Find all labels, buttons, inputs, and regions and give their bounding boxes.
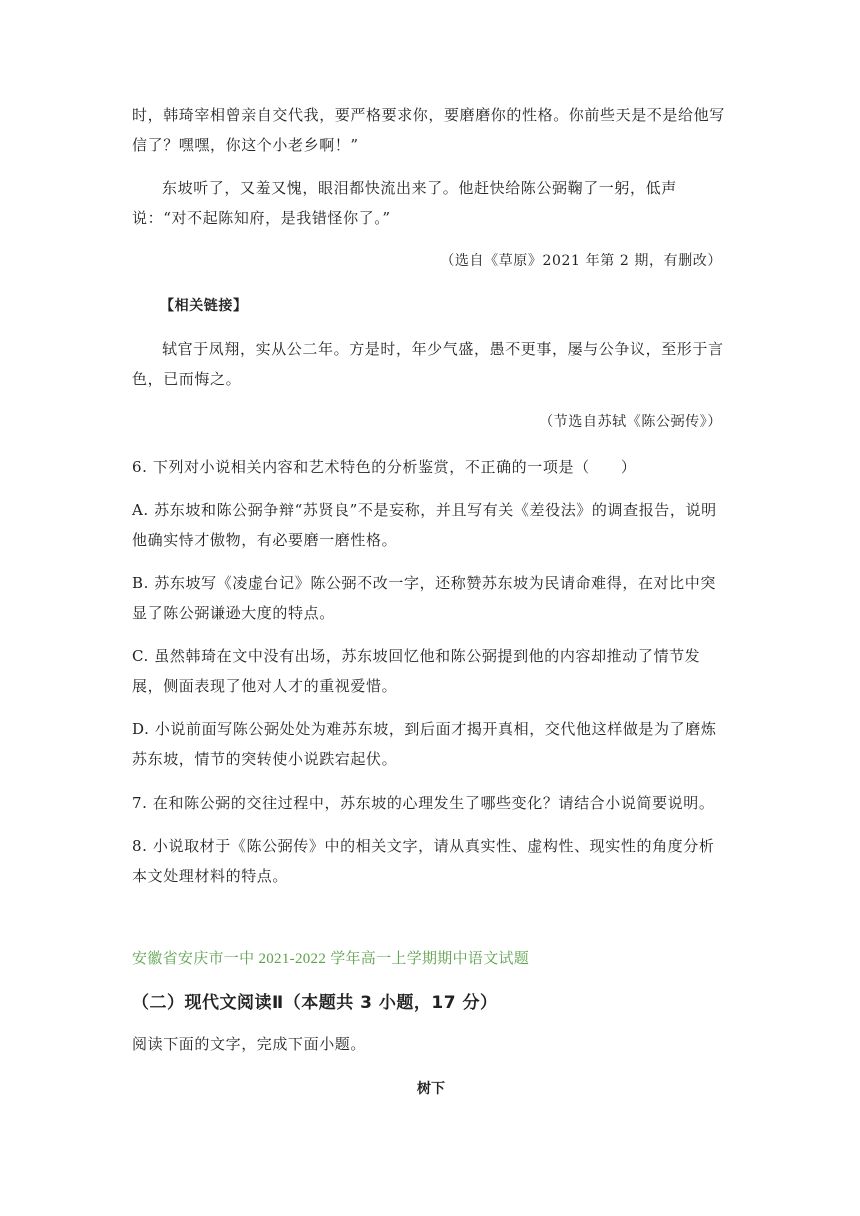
reading-instruction: 阅读下面的文字，完成下面小题。 — [132, 1035, 367, 1053]
related-link-text: 轼官于凤翔，实从公二年。方是时，年少气盛，愚不更事，屡与公争议，至形于言色，已而悔之。 — [132, 340, 724, 388]
article-title: 树下 — [417, 1081, 445, 1097]
question-7: 7. 在和陈公弼的交往过程中，苏东坡的心理发生了哪些变化？请结合小说简要说明。 — [132, 794, 715, 812]
story-source-note: （选自《草原》2021 年第 2 期，有删改） — [440, 253, 722, 269]
exam-source-link[interactable]: 安徽省安庆市一中 2021-2022 学年高一上学期期中语文试题 — [132, 951, 530, 967]
option-b: B. 苏东坡写《凌虚台记》陈公弼不改一字，还称赞苏东坡为民请命难得，在对比中突显了陈公弼谦逊大度的特点。 — [132, 574, 716, 622]
related-link-heading: 【相关链接】 — [160, 298, 248, 314]
option-d: D. 小说前面写陈公弼处处为难苏东坡，到后面才揭开真相，交代他这样做是为了磨炼苏东坡，情节的突转使小说跌宕起伏。 — [132, 720, 717, 768]
option-a: A. 苏东坡和陈公弼争辩“苏贤良”不是妄称，并且写有关《差役法》的调查报告，说明他确实恃才傲物，有必要磨一磨性格。 — [132, 501, 717, 549]
question-8: 8. 小说取材于《陈公弼传》中的相关文字，请从真实性、虚构性、现实性的角度分析本文处理材料的特点。 — [132, 837, 715, 885]
section-title: （二）现代文阅读Ⅱ（本题共 3 小题，17 分） — [132, 993, 498, 1013]
story-paragraph-continued: 时，韩琦宰相曾亲自交代我，要严格要求你，要磨磨你的性格。你前些天是不是给他写信了？嘿嘿，你这个小老乡啊！” — [132, 106, 725, 154]
story-paragraph-ending: 东坡听了，又羞又愧，眼泪都快流出来了。他赶快给陈公弼鞠了一躬，低声说：“对不起陈知府，是我错怪你了。” — [132, 179, 677, 227]
option-c: C. 虽然韩琦在文中没有出场，苏东坡回忆他和陈公弼提到他的内容却推动了情节发展，侧面表现了他对人才的重视爱惜。 — [132, 647, 701, 695]
question-6: 6. 下列对小说相关内容和艺术特色的分析鉴赏，不正确的一项是（ ） — [132, 458, 637, 476]
related-source-note: （节选自苏轼《陈公弼传》） — [539, 414, 722, 430]
